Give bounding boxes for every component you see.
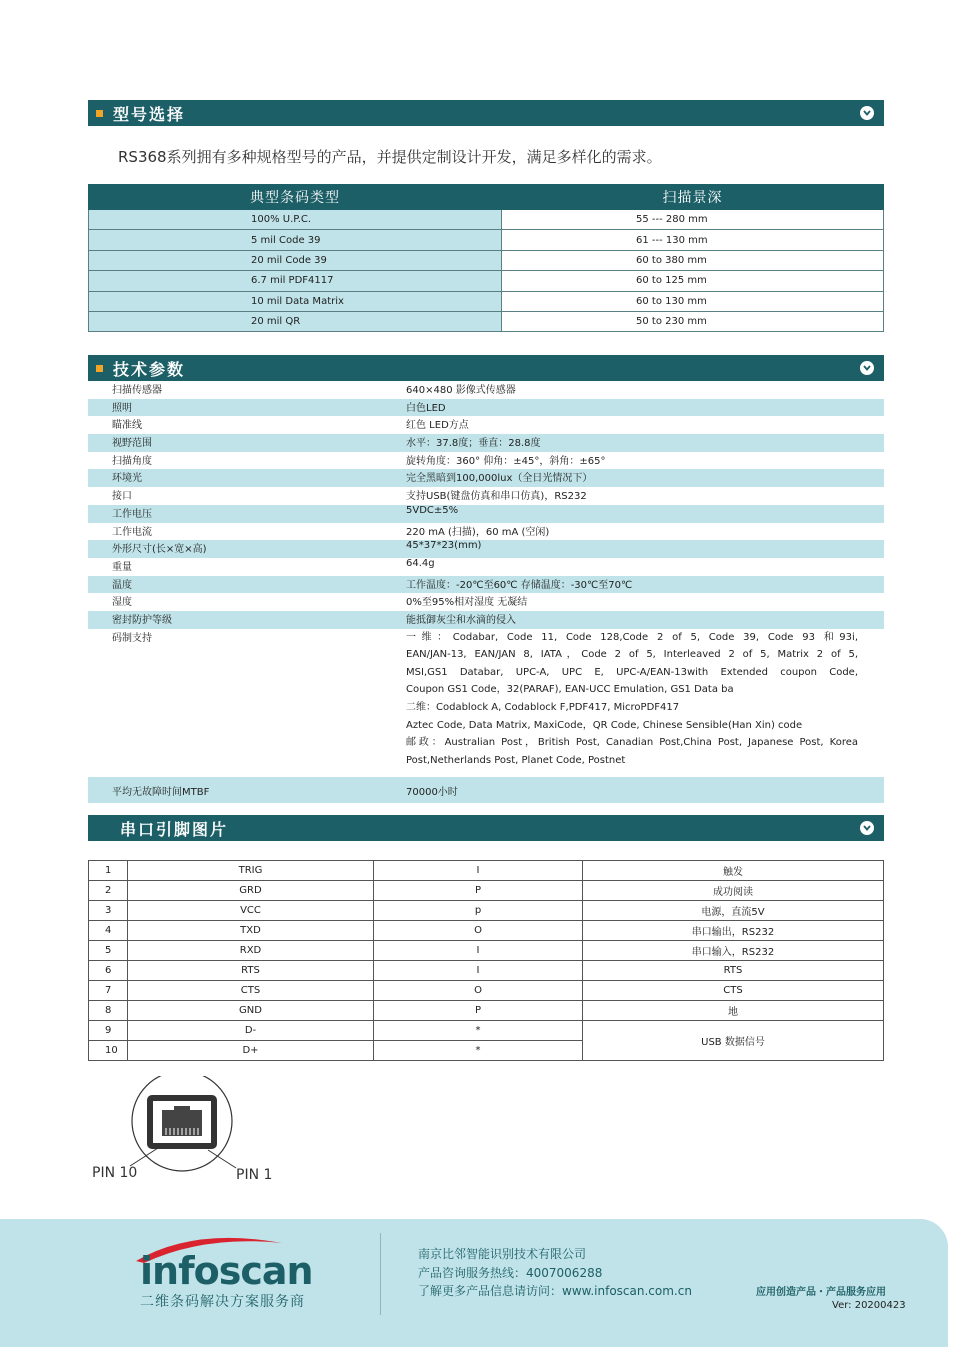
spec-label: 瞄准线 — [88, 416, 406, 434]
spec-table — [88, 381, 884, 803]
pin-signal-cell: TXD — [128, 921, 374, 941]
pin-type-cell: P — [374, 881, 583, 901]
spec-value: 64.4g — [406, 558, 884, 576]
spec-row — [88, 593, 884, 611]
pin-type-cell: I — [374, 941, 583, 961]
pin-desc-cell: 地 — [583, 1001, 884, 1021]
pin-type-cell: * — [374, 1021, 583, 1041]
code-line: MSI,GS1 Databar, UPC-A, UPC E, UPC-A/EAN-13with Extended coupon Code, — [406, 666, 858, 678]
spec-row-codes — [88, 629, 884, 770]
spec-value: 白色LED — [406, 399, 884, 417]
spec-value: 支持USB(键盘仿真和串口仿真)，RS232 — [406, 487, 884, 505]
pin-signal-cell: CTS — [128, 981, 374, 1001]
section-header-specs[interactable] — [88, 355, 884, 381]
section-header-model[interactable] — [88, 100, 884, 126]
spec-label: 工作电压 — [88, 505, 406, 523]
scan-depth-cell: 60 to 130 mm — [502, 291, 884, 311]
pin-row — [89, 981, 884, 1001]
spacer-row — [88, 769, 884, 777]
spec-row — [88, 452, 884, 470]
pin-row — [89, 901, 884, 921]
spec-value: 工作温度：-20℃至60℃ 存储温度：-30℃至70℃ — [406, 576, 884, 594]
pin-1-label: PIN 1 — [236, 1167, 273, 1183]
pin-signal-cell: TRIG — [128, 861, 374, 881]
spec-label: 扫描角度 — [88, 452, 406, 470]
pin-number-cell: 1 — [89, 861, 128, 881]
website-link[interactable]: 了解更多产品信息请访问：www.infoscan.com.cn — [418, 1284, 692, 1298]
scan-depth-cell: 60 to 380 mm — [502, 250, 884, 270]
chevron-down-icon[interactable] — [860, 106, 874, 120]
pin-row — [89, 941, 884, 961]
pin-desc-cell: 串口输出，RS232 — [583, 921, 884, 941]
spec-row — [88, 416, 884, 434]
spec-value: 0%至95%相对湿度 无凝结 — [406, 593, 884, 611]
spec-value-codes — [406, 629, 884, 770]
pin-signal-cell: GRD — [128, 881, 374, 901]
spec-value: 70000小时 — [406, 777, 884, 803]
table-row — [89, 210, 884, 230]
pin-type-cell: O — [374, 981, 583, 1001]
spec-value: 5VDC±5% — [406, 505, 884, 523]
spec-value: 水平：37.8度；垂直：28.8度 — [406, 434, 884, 452]
spec-label: 扫描传感器 — [88, 381, 406, 399]
spec-row — [88, 434, 884, 452]
spec-label: 重量 — [88, 558, 406, 576]
pin-row — [89, 961, 884, 981]
pin-number-cell: 7 — [89, 981, 128, 1001]
spec-label: 码制支持 — [88, 629, 406, 770]
spec-label: 密封防护等级 — [88, 611, 406, 629]
spec-label: 平均无故障时间MTBF — [88, 777, 406, 803]
spec-row — [88, 540, 884, 558]
chevron-down-icon[interactable] — [860, 821, 874, 835]
pin-desc-cell: RTS — [583, 961, 884, 981]
pin-desc-cell: 触发 — [583, 861, 884, 881]
pin-number-cell: 6 — [89, 961, 128, 981]
pin-number-cell: 4 — [89, 921, 128, 941]
pin-type-cell: * — [374, 1041, 583, 1061]
footer-divider — [380, 1233, 381, 1315]
spec-label: 温度 — [88, 576, 406, 594]
table-row — [89, 250, 884, 270]
pin-table — [88, 860, 884, 1061]
spec-row — [88, 487, 884, 505]
logo-subtitle: 二维条码解决方案服务商 — [140, 1294, 305, 1310]
barcode-type-cell: 5 mil Code 39 — [89, 230, 502, 250]
pin-desc-cell: 成功阅读 — [583, 881, 884, 901]
intro-text: RS368系列拥有多种规格型号的产品，并提供定制设计开发，满足多样化的需求。 — [118, 148, 662, 166]
pin-number-cell: 10 — [89, 1041, 128, 1061]
section-header-pins[interactable] — [88, 815, 884, 841]
pin-desc-cell: 电源，直流5V — [583, 901, 884, 921]
pin-signal-cell: GND — [128, 1001, 374, 1021]
pin-number-cell: 3 — [89, 901, 128, 921]
pin-signal-cell: RTS — [128, 961, 374, 981]
chevron-down-icon[interactable] — [860, 361, 874, 375]
barcode-type-cell: 100% U.P.C. — [89, 210, 502, 230]
spec-value: 640×480 影像式传感器 — [406, 381, 884, 399]
table-row — [89, 230, 884, 250]
footer — [0, 1219, 948, 1347]
scan-depth-cell: 50 to 230 mm — [502, 311, 884, 331]
code-line: 二维：Codablock A, Codablock F,PDF417, MicroPDF417 — [406, 702, 680, 713]
hotline: 产品咨询服务热线：4007006288 — [418, 1266, 603, 1280]
table-row — [89, 311, 884, 331]
spec-label: 湿度 — [88, 593, 406, 611]
spec-row — [88, 381, 884, 399]
spec-row — [88, 505, 884, 523]
pin-desc-cell: USB 数据信号 — [583, 1021, 884, 1061]
code-line: Coupon GS1 Code，32(PARAF), EAN-UCC Emulation, GS1 Data ba — [406, 684, 734, 696]
header-scan-depth: 扫描景深 — [502, 185, 884, 210]
section-title: 技术参数 — [113, 359, 186, 379]
pin-number-cell: 8 — [89, 1001, 128, 1021]
spec-label: 视野范围 — [88, 434, 406, 452]
spec-row-mtbf — [88, 777, 884, 803]
barcode-type-cell: 20 mil QR — [89, 311, 502, 331]
pin-row — [89, 1021, 884, 1041]
pin-type-cell: p — [374, 901, 583, 921]
spec-row — [88, 611, 884, 629]
scan-depth-cell: 61 --- 130 mm — [502, 230, 884, 250]
pin-type-cell: O — [374, 921, 583, 941]
spec-label: 接口 — [88, 487, 406, 505]
pin-row — [89, 861, 884, 881]
spec-value: 红色 LED方点 — [406, 416, 884, 434]
spec-label: 工作电流 — [88, 523, 406, 541]
pin-signal-cell: D+ — [128, 1041, 374, 1061]
pin-desc-cell: 串口输入，RS232 — [583, 941, 884, 961]
spec-label: 照明 — [88, 399, 406, 417]
pin-row — [89, 881, 884, 901]
spec-value: 旋转角度：360° 仰角：±45°，斜角：±65° — [406, 452, 884, 470]
pin-row — [89, 921, 884, 941]
scan-depth-cell: 60 to 125 mm — [502, 271, 884, 291]
pin-10-label: PIN 10 — [92, 1165, 138, 1181]
barcode-type-cell: 6.7 mil PDF4117 — [89, 271, 502, 291]
pin-type-cell: P — [374, 1001, 583, 1021]
code-line: Post,Netherlands Post, Planet Code, Postnet — [406, 754, 626, 766]
code-line: 一维：Codabar, Code 11, Code 128,Code 2 of 5, Code 39, Code 93 和93i, — [406, 631, 858, 643]
pin-signal-cell: D- — [128, 1021, 374, 1041]
pin-signal-cell: RXD — [128, 941, 374, 961]
scan-depth-cell: 55 --- 280 mm — [502, 210, 884, 230]
spec-value: 220 mA (扫描)，60 mA (空闲) — [406, 523, 884, 541]
pin-type-cell: I — [374, 961, 583, 981]
barcode-type-cell: 20 mil Code 39 — [89, 250, 502, 270]
spec-value: 能抵御灰尘和水滴的侵入 — [406, 611, 884, 629]
bullet-square-icon — [96, 110, 103, 117]
version: Ver: 20200423 — [832, 1300, 906, 1311]
barcode-type-cell: 10 mil Data Matrix — [89, 291, 502, 311]
pin-type-cell: I — [374, 861, 583, 881]
pin-number-cell: 2 — [89, 881, 128, 901]
spec-value: 完全黑暗到100,000lux（全日光情况下） — [406, 469, 884, 487]
spec-row — [88, 399, 884, 417]
code-line: 邮政：Australian Post，British Post, Canadian Post,China Post, Japanese Post, Korea — [406, 737, 858, 749]
spec-row — [88, 558, 884, 576]
spec-label: 环境光 — [88, 469, 406, 487]
pin-desc-cell: CTS — [583, 981, 884, 1001]
table-row — [89, 271, 884, 291]
section-title: 型号选择 — [113, 104, 186, 124]
header-barcode-type: 典型条码类型 — [89, 185, 502, 210]
company-name: 南京比邻智能识别技术有限公司 — [418, 1247, 587, 1261]
spacer-cell — [88, 769, 884, 777]
spec-row — [88, 469, 884, 487]
pin-signal-cell: VCC — [128, 901, 374, 921]
code-line: Aztec Code, Data Matrix, MaxiCode，QR Code, Chinese Sensible(Han Xin) code — [406, 719, 803, 731]
spec-row — [88, 576, 884, 594]
pin-number-cell: 5 — [89, 941, 128, 961]
code-line: EAN/JAN-13, EAN/JAN 8, IATA，Code 2 of 5, Interleaved 2 of 5, Matrix 2 of 5, — [406, 649, 858, 661]
pin-number-cell: 9 — [89, 1021, 128, 1041]
logo: infoscan — [140, 1249, 313, 1293]
bullet-square-icon — [96, 365, 103, 372]
pin-row — [89, 1001, 884, 1021]
table-row — [89, 291, 884, 311]
spec-label: 外形尺寸(长×宽×高) — [88, 540, 406, 558]
section-title: 串口引脚图片 — [120, 819, 229, 839]
spec-row — [88, 523, 884, 541]
spec-value: 45*37*23(mm) — [406, 540, 884, 558]
slogan: 应用创造产品・产品服务应用 — [756, 1287, 886, 1298]
model-table — [88, 184, 884, 332]
